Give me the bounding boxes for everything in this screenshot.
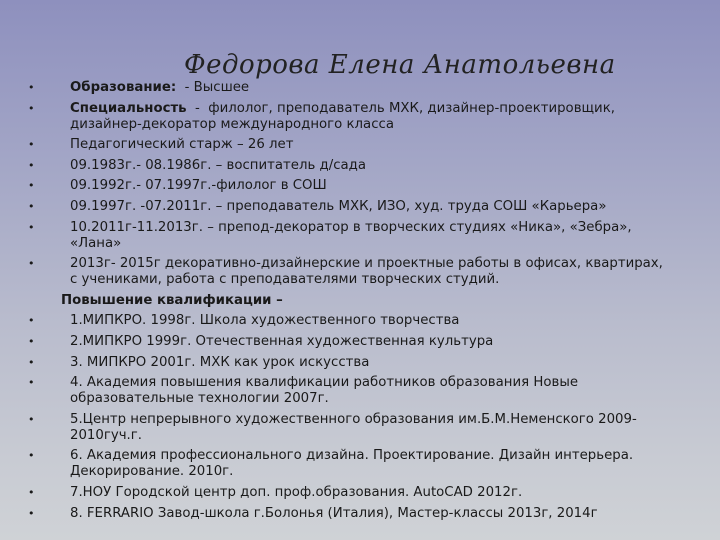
list-item-specialty — [28, 101, 668, 133]
list-item — [28, 256, 668, 288]
course-item — [28, 506, 668, 522]
bullet-icon: • — [28, 101, 35, 115]
list-item-label: Образование: — [70, 80, 177, 95]
bullet-icon: • — [28, 220, 35, 234]
qualification-heading: Повышение квалификации – — [61, 292, 283, 308]
course-text: 2.МИПКРО 1999г. Отечественная художественная культура — [70, 333, 494, 349]
list-item-text: 10.2011г-11.2013г. – препод-декоратор в творческих студиях «Ника», «Зебра», «Лана» — [70, 219, 632, 251]
course-text: 3. МИПКРО 2001г. МХК как урок искусства — [70, 354, 370, 370]
course-text: 6. Академия профессионального дизайна. Проектирование. Дизайн интерьера. Декорирование. 2010г. — [70, 448, 634, 480]
list-item — [28, 137, 668, 153]
list-item — [28, 158, 668, 174]
bullet-icon: • — [28, 199, 35, 213]
bullet-icon: • — [28, 179, 35, 193]
course-item — [28, 448, 668, 480]
bullet-icon: • — [28, 334, 35, 348]
course-item — [28, 375, 668, 407]
bullet-icon: • — [28, 81, 35, 94]
list-item-text: - Высшее — [176, 80, 250, 95]
course-text: 1.МИПКРО. 1998г. Школа художественного творчества — [70, 313, 460, 329]
list-item-text: 09.1997г. -07.2011г. – преподаватель МХК, ИЗО, худ. труда СОШ «Карьера» — [70, 198, 607, 214]
list-item — [28, 199, 668, 215]
list-item-text: 09.1983г.- 08.1986г. – воспитатель д/сада — [70, 157, 366, 173]
bullet-icon: • — [28, 412, 35, 426]
bullet-icon: • — [28, 314, 35, 328]
course-text: 7.НОУ Городской центр доп. проф.образования. AutoCAD 2012г. — [70, 484, 523, 500]
list-item-text: 2013г- 2015г декоративно-дизайнерские и проектные работы в офисах, квартирах, с учениками, работа с преподавателями творческих студий. — [70, 256, 663, 288]
list-item-label: Специальность — [70, 100, 187, 116]
list-item-text: - филолог, преподаватель МХК, дизайнер-проектировщик, дизайнер-декоратор международного класса — [70, 100, 620, 132]
course-item — [28, 485, 668, 501]
list-item-text: 09.1992г.- 07.1997г.-филолог в СОШ — [70, 178, 327, 194]
list-item — [28, 178, 668, 194]
resume-list — [28, 80, 668, 526]
course-text: 8. FERRARIO Завод-школа г.Болонья (Италия), Мастер-классы 2013г, 2014г — [70, 505, 598, 521]
page-title: Федорова Елена Анатольевна — [184, 50, 616, 80]
bullet-icon: • — [28, 158, 35, 172]
bullet-icon: • — [28, 449, 35, 463]
bullet-icon: • — [28, 138, 35, 152]
bullet-icon: • — [28, 485, 35, 499]
list-item — [28, 220, 668, 252]
course-text: 5.Центр непрерывного художественного образования им.Б.М.Неменского 2009-2010гуч.г. — [70, 411, 637, 443]
course-item — [28, 334, 668, 350]
bullet-icon: • — [28, 257, 35, 271]
course-item — [28, 313, 668, 329]
course-item — [28, 412, 668, 444]
bullet-icon: • — [28, 355, 35, 369]
list-item-education — [28, 80, 668, 96]
list-item-text: Педагогический старж – 26 лет — [70, 137, 294, 153]
course-item — [28, 355, 668, 371]
bullet-icon: • — [28, 506, 35, 520]
course-text: 4. Академия повышения квалификации работников образования Новые образовательные технологии 2007г. — [70, 375, 579, 407]
bullet-icon: • — [28, 376, 35, 390]
